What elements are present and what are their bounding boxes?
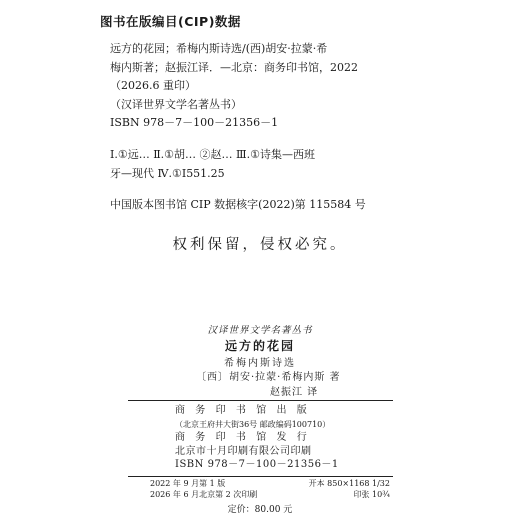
price: 定价：80.00 元: [227, 505, 293, 515]
publisher-address: （北京王府井大街36号 邮政编码100710）: [175, 419, 331, 429]
book-format: 开本 850×1168 1/32: [308, 479, 390, 488]
edition-row: [150, 490, 390, 501]
classification-line: 牙—现代 Ⅳ.①I551.25: [110, 166, 225, 180]
reprint-info: 2026 年 6 月北京第 2 次印刷: [150, 489, 258, 499]
first-edition: 2022 年 9 月第 1 版: [150, 479, 226, 488]
series-name: 汉译世界文学名著丛书: [207, 325, 313, 336]
printer-line: 北京市十月印刷有限公司印刷: [175, 445, 312, 457]
cip-line: （汉译世界文学名著丛书）: [110, 97, 242, 111]
cip-record-number: 中国版本图书馆 CIP 数据核字(2022)第 115584 号: [110, 198, 366, 211]
isbn-line: ISBN 978－7－100－21356－1: [175, 459, 339, 470]
cip-classification: [110, 146, 440, 183]
distributor-line: 商务印书馆发行: [175, 432, 318, 443]
divider-top: [128, 400, 393, 401]
cip-line: 梅内斯著；赵振江译．—北京：商务印书馆，2022: [110, 60, 358, 74]
edition-row: [150, 479, 390, 490]
publisher-line: 商务印书馆出版: [175, 405, 318, 416]
rights-notice: 权利保留，侵权必究。: [172, 237, 348, 253]
cip-heading: 图书在版编目(CIP)数据: [100, 14, 241, 29]
cip-line: （2026.6 重印）: [110, 79, 196, 92]
book-subtitle: 希梅内斯诗选: [224, 358, 296, 369]
edition-info: [150, 479, 390, 500]
translator-credit: 赵振江 译: [270, 387, 319, 398]
book-title: 远方的花园: [224, 339, 295, 353]
cip-line: 远方的花园；希梅内斯诗选/(西)胡安·拉蒙·希: [110, 42, 328, 55]
publisher-block: [175, 404, 350, 472]
print-sheets: 印张 10¾: [353, 489, 390, 499]
author-credit: 〔西〕胡安·拉蒙·希梅内斯 著: [196, 372, 341, 383]
divider-bottom: [128, 476, 393, 477]
cip-line: ISBN 978－7－100－21356－1: [110, 116, 279, 129]
classification-line: Ⅰ.①远… Ⅱ.①胡… ②赵… Ⅲ.①诗集—西班: [110, 148, 315, 161]
cip-record: [110, 40, 440, 133]
